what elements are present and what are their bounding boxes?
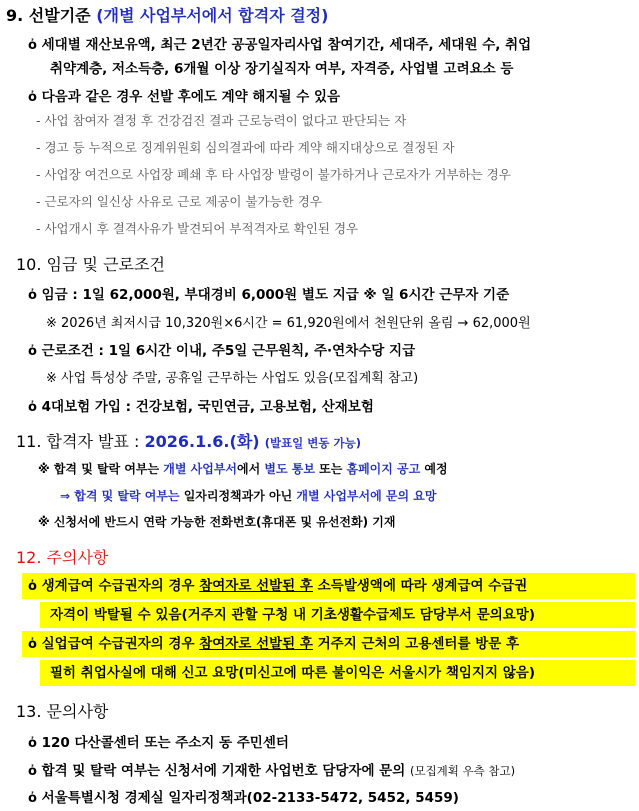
inquiry-item-1 xyxy=(28,731,289,751)
inquiry-item-3 xyxy=(28,786,459,806)
section-9-title-note: (개별 사업부서에서 합격자 결정) xyxy=(96,6,329,25)
wage-text: 임금 : 1일 62,000원, 부대경비 6,000원 별도 지급 ※ 일 6시간 근무자 기준 xyxy=(41,287,510,303)
insurance-item xyxy=(28,395,374,415)
notice-contact-dept: 개별 사업부서에 문의 요망 xyxy=(296,489,437,503)
bullet-icon: ὀ xyxy=(28,764,37,779)
notice-text: 또는 xyxy=(314,462,347,476)
caution-2-line-1 xyxy=(22,631,635,657)
wage-item xyxy=(28,283,509,303)
caution-underline: 참여자로 선발된 후 xyxy=(199,578,313,594)
inquiry-note: (모집계획 우측 참고) xyxy=(409,764,516,778)
bullet-icon: ὀ xyxy=(28,400,37,415)
caution-text: 생계급여 수급권자의 경우 xyxy=(41,578,200,594)
notice-text: 예정 xyxy=(420,462,448,476)
bullet-icon: ὀ xyxy=(28,736,37,751)
caution-text: 실업급여 수급권자의 경우 xyxy=(41,636,200,652)
notice-text: ⇒ 합격 및 탈락 여부는 xyxy=(60,489,184,503)
caution-1-line-1 xyxy=(22,573,635,599)
notice-dept: 개별 사업부서 xyxy=(163,462,238,476)
notice-text: 일자리정책과가 아닌 xyxy=(183,489,297,503)
bullet-icon: ὀ xyxy=(28,90,37,105)
work-condition-item xyxy=(28,339,415,359)
caution-2-line-2: 필히 취업사실에 대해 신고 요망(미신고에 따른 불이익은 서울시가 책임지지 않음) xyxy=(40,660,635,686)
bullet-icon: ὀ xyxy=(28,791,37,806)
selection-criteria-item xyxy=(28,33,531,53)
inquiry-text-3: 서울특별시청 경제실 일자리정책과(02-2133-5472, 5452, 5459) xyxy=(41,790,459,806)
inquiry-item-2 xyxy=(28,759,515,779)
termination-sub-4: - 근로자의 일신상 사유로 근로 제공이 불가능한 경우 xyxy=(36,194,322,209)
criteria-line-1: 세대별 재산보유액, 최근 2년간 공공일자리사업 참여기간, 세대주, 세대원 수, 취업 xyxy=(41,37,532,53)
caution-text: 소득발생액에 따라 생계급여 수급권 xyxy=(312,578,528,594)
work-condition-text: 근로조건 : 1일 6시간 이내, 주5일 근무원칙, 주·연차수당 지급 xyxy=(41,343,416,359)
termination-item xyxy=(28,85,340,105)
termination-sub-1: - 사업 참여자 결정 후 건강검진 결과 근로능력이 없다고 판단되는 자 xyxy=(36,113,407,128)
bullet-icon: ὀ xyxy=(28,38,37,53)
section-10-title: 10. 임금 및 근로조건 xyxy=(16,255,165,274)
termination-sub-2: - 경고 등 누적으로 징계위원회 심의결과에 따라 계약 해지대상으로 결정된 자 xyxy=(36,140,455,155)
notice-separate: 별도 통보 xyxy=(264,462,315,476)
notice-homepage: 홈페이지 공고 xyxy=(346,462,421,476)
wage-note: ※ 2026년 최저시급 10,320원×6시간 = 61,920원에서 천원단위 올림 → 62,000원 xyxy=(46,316,531,331)
termination-sub-3: - 사업장 여건으로 사업장 폐쇄 후 타 사업장 발령이 불가하거나 근로자가 거부하는 경우 xyxy=(36,167,511,182)
insurance-text: 4대보험 가입 : 건강보험, 국민연금, 고용보험, 산재보험 xyxy=(41,399,374,415)
criteria-line-2: 취약계층, 저소득층, 6개월 이상 장기실직자 여부, 자격증, 사업별 고려요소 등 xyxy=(50,61,514,77)
caution-1-line-2: 자격이 박탈될 수 있음(거주지 관할 구청 내 기초생활수급제도 담당부서 문의요망) xyxy=(40,602,635,628)
notice-line-1 xyxy=(38,460,448,477)
inquiry-text-1: 120 다산콜센터 또는 주소지 동 주민센터 xyxy=(41,735,289,751)
caution-underline: 참여자로 선발된 후 xyxy=(199,636,313,652)
section-13-title: 13. 문의사항 xyxy=(16,702,109,721)
termination-sub-5: - 사업개시 후 결격사유가 발견되어 부적격자로 확인된 경우 xyxy=(36,221,359,236)
caution-text: 거주지 근처의 고용센터를 방문 후 xyxy=(312,636,520,652)
bullet-icon: ὀ xyxy=(28,344,37,359)
work-condition-note: ※ 사업 특성상 주말, 공휴일 근무하는 사업도 있음(모집계획 참고) xyxy=(46,371,419,386)
bullet-icon: ὀ xyxy=(28,288,37,303)
announcement-date: 2026.1.6.(화) xyxy=(144,432,260,451)
notice-line-2 xyxy=(60,487,436,504)
termination-label: 다음과 같은 경우 선발 후에도 계약 해지될 수 있음 xyxy=(41,89,341,105)
bullet-icon: ὀ xyxy=(28,637,37,652)
notice-line-3: ※ 신청서에 반드시 연락 가능한 전화번호(휴대폰 및 유선전화) 기재 xyxy=(38,515,396,529)
notice-text: 에서 xyxy=(237,462,265,476)
announcement-date-note: (발표일 변동 가능) xyxy=(264,436,361,450)
section-11-heading xyxy=(16,429,361,452)
section-9-heading xyxy=(6,3,328,26)
notice-text: ※ 합격 및 탈락 여부는 xyxy=(38,462,164,476)
section-9-title: 9. 선발기준 xyxy=(6,6,91,25)
section-12-title: 12. 주의사항 xyxy=(16,548,109,567)
bullet-icon: ὀ xyxy=(28,579,37,594)
section-11-title: 11. 합격자 발표 : xyxy=(16,432,140,451)
inquiry-text-2: 합격 및 탈락 여부는 신청서에 기재한 사업번호 담당자에 문의 xyxy=(41,763,406,779)
